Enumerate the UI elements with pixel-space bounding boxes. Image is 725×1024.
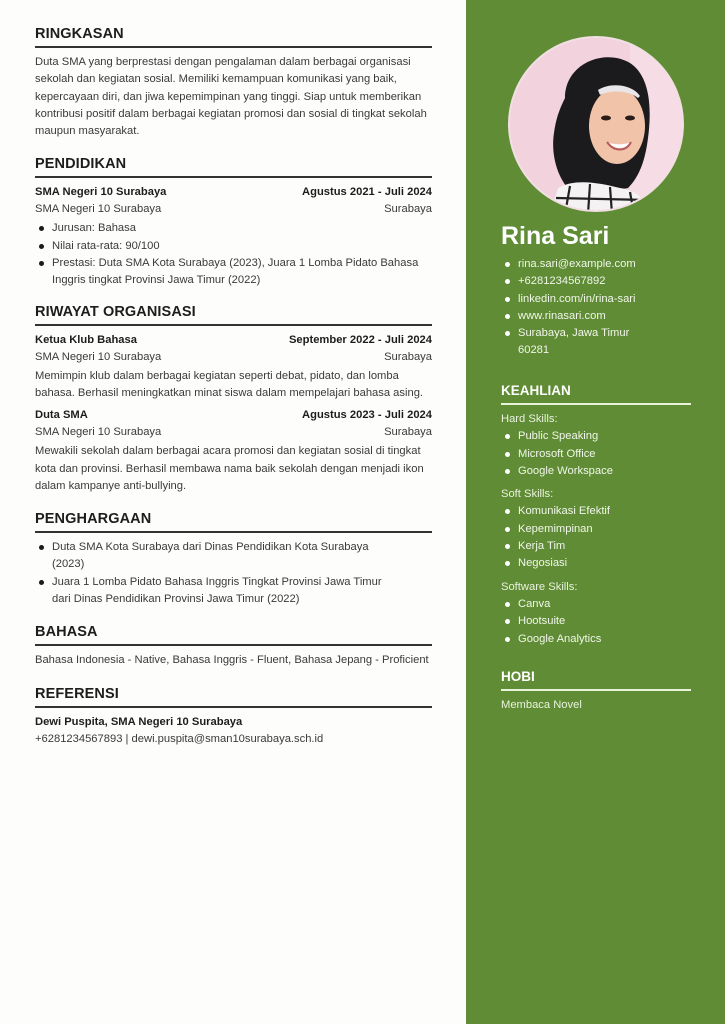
list-item: Duta SMA Kota Surabaya dari Dinas Pendidikan Kota Surabaya (2023) (35, 539, 392, 574)
organization-entry (35, 407, 432, 495)
contact-linkedin[interactable]: linkedin.com/in/rina-sari (501, 291, 701, 308)
section-title: PENDIDIKAN (35, 156, 127, 173)
list-item: Jurusan: Bahasa (35, 220, 432, 237)
skill-item: Google Workspace (501, 463, 701, 480)
section-divider (35, 706, 432, 708)
list-item: Nilai rata-rata: 90/100 (35, 238, 432, 255)
awards-section (35, 511, 432, 608)
location: Surabaya (384, 203, 432, 216)
avatar-icon (510, 38, 684, 212)
section-divider (35, 176, 432, 178)
section-title: RIWAYAT ORGANISASI (35, 303, 196, 320)
contact-phone: +6281234567892 (501, 273, 701, 290)
languages-section (35, 624, 432, 669)
skill-item: Canva (501, 596, 701, 613)
contact-website[interactable]: www.rinasari.com (501, 308, 701, 325)
list-item: Prestasi: Duta SMA Kota Surabaya (2023), Juara 1 Lomba Pidato Bahasa Inggris tingkat Provinsi Jawa Timur (2022) (35, 255, 432, 290)
school-name: SMA Negeri 10 Surabaya (35, 186, 167, 199)
contact-email[interactable]: rina.sari@example.com (501, 256, 701, 273)
skill-group-label: Software Skills: (501, 580, 578, 593)
location: Surabaya (384, 426, 432, 439)
section-title: KEAHLIAN (501, 383, 571, 398)
education-entry (35, 184, 432, 289)
skills-section (501, 383, 701, 654)
skill-item: Microsoft Office (501, 446, 701, 463)
organization-entry (35, 332, 432, 403)
date-range: Agustus 2021 - Juli 2024 (302, 186, 432, 199)
list-item: Juara 1 Lomba Pidato Bahasa Inggris Tingkat Provinsi Jawa Timur dari Dinas Pendidikan Provinsi Jawa Timur (2022) (35, 574, 392, 609)
section-divider (35, 324, 432, 326)
profile-photo (508, 36, 684, 212)
section-title: BAHASA (35, 624, 98, 641)
contact-list (501, 256, 701, 360)
skill-group-label: Soft Skills: (501, 488, 554, 501)
skill-item: Hootsuite (501, 613, 701, 630)
skill-group-label: Hard Skills: (501, 413, 558, 425)
languages-text: Bahasa Indonesia - Native, Bahasa Inggris - Fluent, Bahasa Jepang - Proficient (35, 654, 429, 667)
date-range: Agustus 2023 - Juli 2024 (302, 409, 432, 422)
role-title: Duta SMA (35, 409, 88, 422)
role-title: Ketua Klub Bahasa (35, 333, 137, 346)
contact-address: Surabaya, Jawa Timur 60281 (501, 325, 701, 360)
section-divider (35, 531, 432, 533)
organization-section (35, 304, 432, 495)
section-title: HOBI (501, 669, 535, 684)
location: Surabaya (384, 350, 432, 363)
role-description: Mewakili sekolah dalam berbagai acara promosi dan kegiatan sosial di tingkat kota dan provinsi. Berhasil membawa nama baik sekolah dengan menjadi ikon dalam kampanye anti-bullying. (35, 445, 424, 492)
role-description: Memimpin klub dalam berbagai kegiatan seperti debat, pidato, dan lomba bahasa. Berhasil meningkatkan minat siswa dalam mempelajari bahasa asing. (35, 369, 424, 399)
organization-name: SMA Negeri 10 Surabaya (35, 426, 162, 439)
summary-text: Duta SMA yang berprestasi dengan pengalaman dalam berbagai organisasi sekolah dan kegiatan sosial. Memiliki kemampuan komunikasi yang baik, kepercayaan diri, dan jiwa kepemimpinan yang tinggi. Siap untuk memberikan kontribusi positif dalam berbagai kegiatan promosi dan sosial di tingkat sekolah maupun masyarakat. (35, 56, 427, 138)
skill-item: Google Analytics (501, 631, 701, 648)
date-range: September 2022 - Juli 2024 (288, 333, 432, 346)
skill-item: Kerja Tim (501, 538, 701, 555)
summary-section (35, 26, 432, 140)
skill-item: Negosiasi (501, 555, 701, 572)
section-divider (35, 46, 432, 48)
education-section (35, 156, 432, 289)
school-subtitle: SMA Negeri 10 Surabaya (35, 203, 162, 216)
section-title: RINGKASAN (35, 26, 124, 42)
reference-contact: +6281234567893 | dewi.puspita@sman10surabaya.sch.id (35, 732, 324, 745)
skill-item: Kepemimpinan (501, 521, 701, 538)
section-title: PENGHARGAAN (35, 511, 152, 528)
hobby-text: Membaca Novel (501, 699, 582, 711)
skill-group-software (501, 579, 701, 648)
candidate-name: Rina Sari (501, 222, 610, 250)
sidebar (466, 0, 725, 1024)
skill-item: Public Speaking (501, 428, 701, 445)
hobbies-section (501, 669, 701, 714)
section-divider (501, 689, 691, 691)
section-divider (501, 403, 691, 405)
reference-name: Dewi Puspita, SMA Negeri 10 Surabaya (35, 715, 243, 728)
skill-item: Komunikasi Efektif (501, 503, 701, 520)
references-section (35, 686, 432, 748)
section-divider (35, 644, 432, 646)
section-title: REFERENSI (35, 685, 119, 702)
skill-group-soft (501, 486, 701, 572)
skill-group-hard (501, 411, 701, 480)
organization-name: SMA Negeri 10 Surabaya (35, 350, 162, 363)
